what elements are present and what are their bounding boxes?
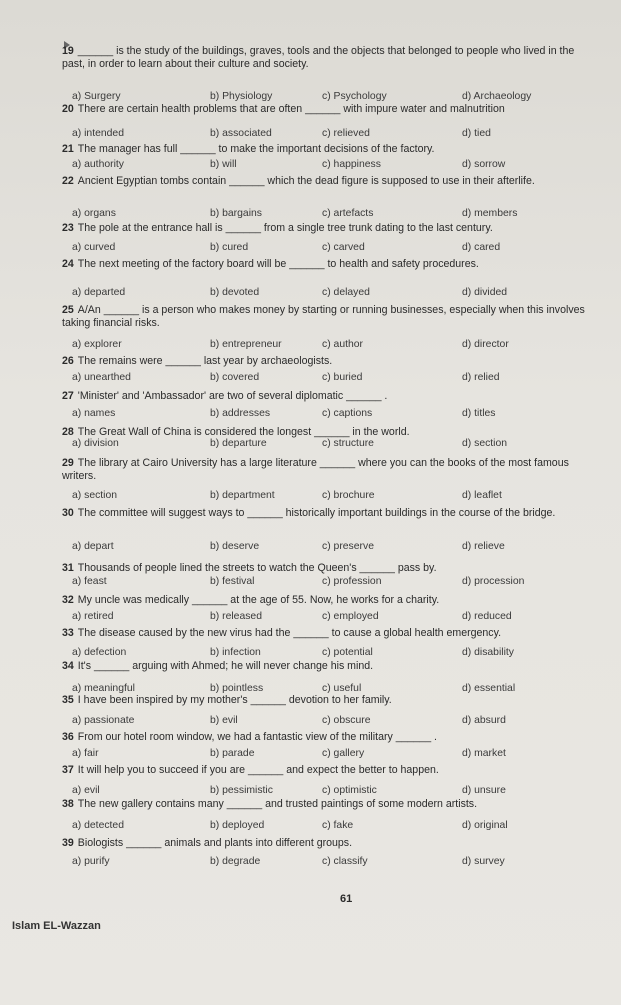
option-c: c) relieved bbox=[322, 128, 370, 139]
option-a: a) names bbox=[72, 408, 116, 419]
option-d: d) unsure bbox=[462, 785, 506, 796]
question-stem: It will help you to succeed if you are ______ and expect the better to happen. bbox=[77, 764, 439, 776]
question-number: 36 bbox=[62, 731, 74, 743]
question-number: 31 bbox=[62, 562, 74, 574]
question-stem: The manager has full ______ to make the important decisions of the factory. bbox=[77, 143, 435, 155]
question-number: 22 bbox=[62, 175, 74, 187]
question-37 bbox=[62, 764, 592, 777]
question-number: 21 bbox=[62, 143, 74, 155]
option-d: d) survey bbox=[462, 856, 505, 867]
question-number: 35 bbox=[62, 694, 74, 706]
question-31 bbox=[62, 562, 592, 575]
option-b: b) degrade bbox=[210, 856, 261, 867]
option-d: d) relieve bbox=[462, 541, 505, 552]
option-b: b) deployed bbox=[210, 820, 265, 831]
question-stem: 'Minister' and 'Ambassador' are two of several diplomatic ______ . bbox=[77, 390, 388, 402]
option-b: b) entrepreneur bbox=[210, 339, 282, 350]
question-number: 34 bbox=[62, 660, 74, 672]
option-a: a) evil bbox=[72, 785, 100, 796]
option-b: b) associated bbox=[210, 128, 272, 139]
question-stem: The next meeting of the factory board will be ______ to health and safety procedures. bbox=[77, 258, 479, 270]
option-d: d) reduced bbox=[462, 611, 512, 622]
option-d: d) sorrow bbox=[462, 159, 506, 170]
question-stem: The new gallery contains many ______ and trusted paintings of some modern artists. bbox=[77, 798, 478, 810]
question-number: 23 bbox=[62, 222, 74, 234]
option-a: a) intended bbox=[72, 128, 124, 139]
question-29 bbox=[62, 457, 592, 483]
question-number: 32 bbox=[62, 594, 74, 606]
option-d: d) leaflet bbox=[462, 490, 502, 501]
question-number: 29 bbox=[62, 457, 74, 469]
option-b: b) departure bbox=[210, 438, 267, 449]
question-number: 39 bbox=[62, 837, 74, 849]
question-number: 28 bbox=[62, 426, 74, 438]
option-c: c) carved bbox=[322, 242, 365, 253]
option-c: c) optimistic bbox=[322, 785, 377, 796]
option-a: a) authority bbox=[72, 159, 124, 170]
option-a: a) defection bbox=[72, 647, 127, 658]
option-b: b) released bbox=[210, 611, 262, 622]
option-b: b) deserve bbox=[210, 541, 260, 552]
option-d: d) titles bbox=[462, 408, 496, 419]
option-b: b) pointless bbox=[210, 683, 264, 694]
question-24 bbox=[62, 258, 592, 271]
option-b: b) evil bbox=[210, 715, 238, 726]
option-a: a) fair bbox=[72, 748, 99, 759]
option-d: d) procession bbox=[462, 576, 525, 587]
question-number: 38 bbox=[62, 798, 74, 810]
option-a: a) Surgery bbox=[72, 91, 121, 102]
question-27 bbox=[62, 390, 592, 403]
question-20 bbox=[62, 103, 592, 116]
option-a: a) departed bbox=[72, 287, 126, 298]
option-b: b) infection bbox=[210, 647, 261, 658]
question-number: 19 bbox=[62, 45, 74, 57]
option-c: c) author bbox=[322, 339, 364, 350]
option-c: c) captions bbox=[322, 408, 373, 419]
option-a: a) unearthed bbox=[72, 372, 131, 383]
question-19 bbox=[62, 45, 592, 71]
option-b: b) Physiology bbox=[210, 91, 273, 102]
option-b: b) parade bbox=[210, 748, 255, 759]
option-b: b) addresses bbox=[210, 408, 271, 419]
option-c: c) happiness bbox=[322, 159, 381, 170]
question-stem: From our hotel room window, we had a fantastic view of the military ______ . bbox=[77, 731, 437, 743]
option-a: a) organs bbox=[72, 208, 116, 219]
option-c: c) delayed bbox=[322, 287, 370, 298]
question-22 bbox=[62, 175, 592, 188]
question-stem: The remains were ______ last year by archaeologists. bbox=[77, 355, 333, 367]
question-39 bbox=[62, 837, 592, 850]
option-c: c) buried bbox=[322, 372, 363, 383]
option-d: d) market bbox=[462, 748, 506, 759]
question-stem: The disease caused by the new virus had the ______ to cause a global health emergency. bbox=[77, 627, 502, 639]
page-number: 61 bbox=[340, 893, 353, 905]
option-a: a) detected bbox=[72, 820, 124, 831]
question-stem: Ancient Egyptian tombs contain ______ which the dead figure is supposed to use in their afterlife. bbox=[77, 175, 535, 187]
question-stem: ______ is the study of the buildings, graves, tools and the objects that belonged to people who lived in the past, in order to learn about their culture and society. bbox=[62, 45, 575, 70]
question-stem: I have been inspired by my mother's ______ devotion to her family. bbox=[77, 694, 392, 706]
option-a: a) depart bbox=[72, 541, 114, 552]
option-b: b) bargains bbox=[210, 208, 262, 219]
question-stem: The library at Cairo University has a large literature ______ where you can the books of the most famous writers. bbox=[62, 457, 569, 482]
question-stem: It's ______ arguing with Ahmed; he will never change his mind. bbox=[77, 660, 374, 672]
question-stem: The Great Wall of China is considered the longest ______ in the world. bbox=[77, 426, 410, 438]
option-a: a) curved bbox=[72, 242, 116, 253]
question-number: 26 bbox=[62, 355, 74, 367]
option-c: c) useful bbox=[322, 683, 362, 694]
option-b: b) devoted bbox=[210, 287, 260, 298]
option-d: d) relied bbox=[462, 372, 500, 383]
question-23 bbox=[62, 222, 592, 235]
option-a: a) section bbox=[72, 490, 118, 501]
question-34 bbox=[62, 660, 592, 673]
question-number: 20 bbox=[62, 103, 74, 115]
option-d: d) director bbox=[462, 339, 509, 350]
option-a: a) passionate bbox=[72, 715, 135, 726]
option-b: b) covered bbox=[210, 372, 260, 383]
option-c: c) brochure bbox=[322, 490, 375, 501]
option-c: c) classify bbox=[322, 856, 368, 867]
question-stem: Thousands of people lined the streets to watch the Queen's ______ pass by. bbox=[77, 562, 437, 574]
question-stem: There are certain health problems that are often ______ with impure water and malnutrition bbox=[77, 103, 505, 115]
question-stem: The committee will suggest ways to ______ historically important buildings in the course of the bridge. bbox=[77, 507, 556, 519]
question-35 bbox=[62, 694, 592, 707]
option-a: a) feast bbox=[72, 576, 107, 587]
question-33 bbox=[62, 627, 592, 640]
question-number: 30 bbox=[62, 507, 74, 519]
question-stem: The pole at the entrance hall is ______ from a single tree trunk dating to the last century. bbox=[77, 222, 493, 234]
option-d: d) cared bbox=[462, 242, 501, 253]
option-c: c) employed bbox=[322, 611, 379, 622]
author-name: Islam EL-Wazzan bbox=[12, 920, 101, 932]
question-stem: Biologists ______ animals and plants into different groups. bbox=[77, 837, 353, 849]
option-c: c) obscure bbox=[322, 715, 371, 726]
question-number: 25 bbox=[62, 304, 74, 316]
option-b: b) pessimistic bbox=[210, 785, 273, 796]
question-number: 27 bbox=[62, 390, 74, 402]
question-25 bbox=[62, 304, 592, 330]
option-d: d) disability bbox=[462, 647, 514, 658]
option-c: c) gallery bbox=[322, 748, 365, 759]
option-c: c) fake bbox=[322, 820, 354, 831]
option-d: d) tied bbox=[462, 128, 491, 139]
question-21 bbox=[62, 143, 592, 156]
question-number: 37 bbox=[62, 764, 74, 776]
option-c: c) preserve bbox=[322, 541, 374, 552]
option-b: b) cured bbox=[210, 242, 249, 253]
option-c: c) structure bbox=[322, 438, 374, 449]
question-number: 24 bbox=[62, 258, 74, 270]
option-c: c) Psychology bbox=[322, 91, 387, 102]
option-d: d) Archaeology bbox=[462, 91, 532, 102]
question-number: 33 bbox=[62, 627, 74, 639]
option-c: c) potential bbox=[322, 647, 373, 658]
option-a: a) division bbox=[72, 438, 119, 449]
option-b: b) will bbox=[210, 159, 237, 170]
option-c: c) profession bbox=[322, 576, 382, 587]
question-32 bbox=[62, 594, 592, 607]
question-38 bbox=[62, 798, 592, 811]
option-d: d) absurd bbox=[462, 715, 506, 726]
option-d: d) essential bbox=[462, 683, 516, 694]
option-b: b) festival bbox=[210, 576, 255, 587]
question-26 bbox=[62, 355, 592, 368]
option-d: d) section bbox=[462, 438, 508, 449]
option-d: d) divided bbox=[462, 287, 508, 298]
option-b: b) department bbox=[210, 490, 275, 501]
option-d: d) original bbox=[462, 820, 508, 831]
question-stem: My uncle was medically ______ at the age of 55. Now, he works for a charity. bbox=[77, 594, 440, 606]
question-30 bbox=[62, 507, 592, 520]
option-a: a) purify bbox=[72, 856, 110, 867]
option-a: a) retired bbox=[72, 611, 114, 622]
option-d: d) members bbox=[462, 208, 518, 219]
option-c: c) artefacts bbox=[322, 208, 374, 219]
question-stem: A/An ______ is a person who makes money by starting or running businesses, especially when this involves taking financial risks. bbox=[62, 304, 585, 329]
option-a: a) explorer bbox=[72, 339, 122, 350]
option-a: a) meaningful bbox=[72, 683, 135, 694]
question-36 bbox=[62, 731, 592, 744]
